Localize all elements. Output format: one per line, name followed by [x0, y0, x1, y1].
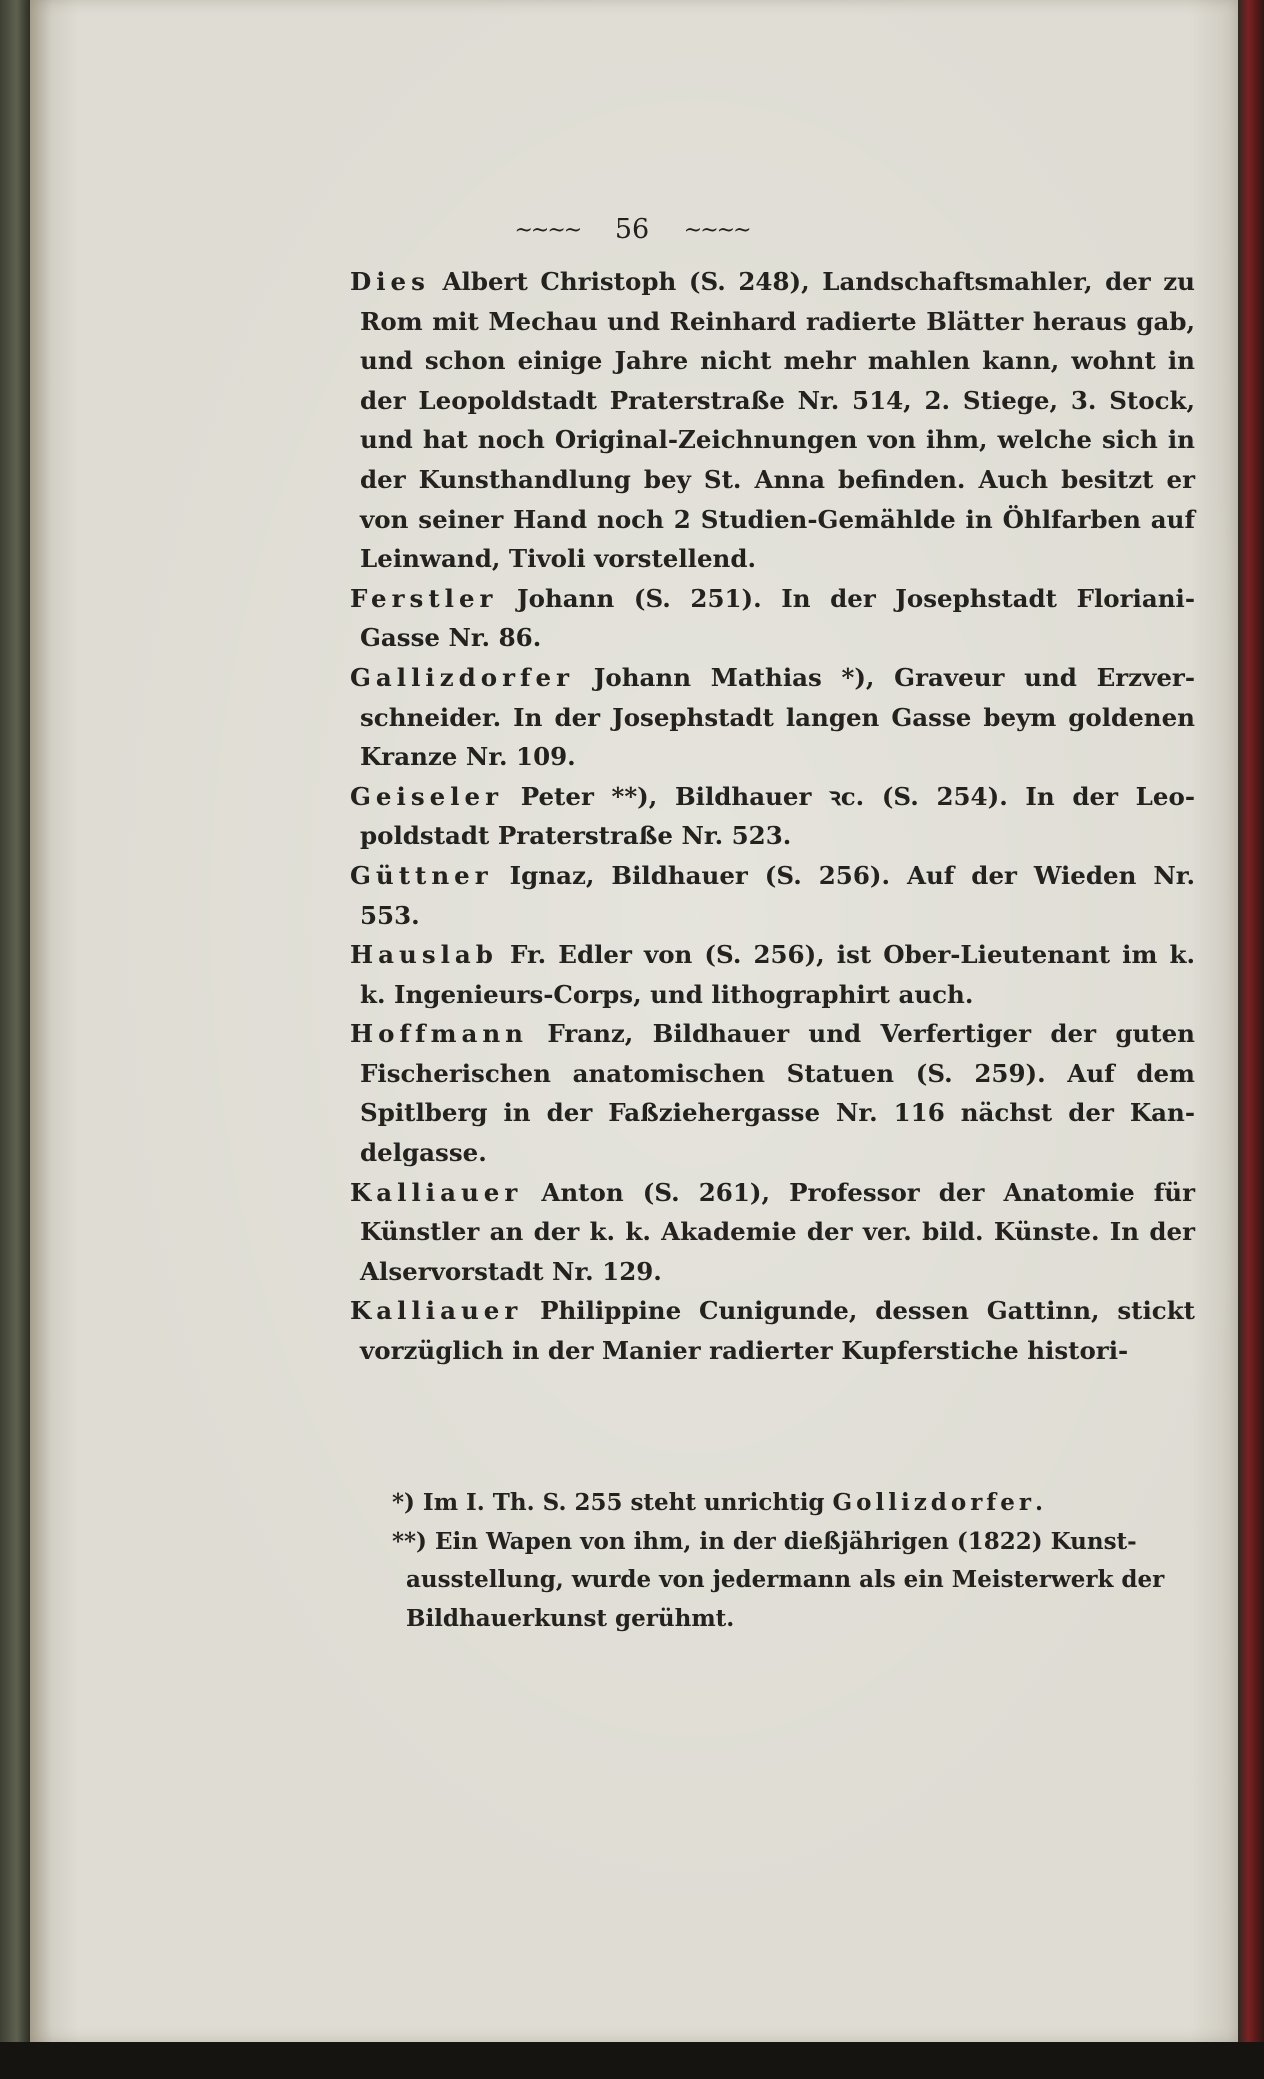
entry-text: Johann Mathias *), Graveur und Erzverschneider. In der Josephstadt langen Gasse beym goldenen Kranze Nr. 109.: [360, 662, 1195, 772]
entry-name: Gallizdorfer: [350, 662, 575, 692]
entry-kalliauer-philippine: [350, 1291, 1195, 1370]
entry-text: Franz, Bildhauer und Verfertiger der guten Fischerischen anatomischen Statuen (S. 259). Auf dem Spitlberg in der Faßziehergasse Nr. 116 nächst der Kandelgasse.: [360, 1019, 1195, 1168]
entry-hauslab: [350, 935, 1195, 1014]
entry-name: Geiseler: [350, 781, 504, 811]
scan-bottom-band: [0, 2042, 1264, 2079]
entry-name: Kalliauer: [350, 1296, 523, 1326]
book-cover-edge-left: [0, 0, 30, 2079]
page-header: [0, 214, 1264, 245]
entry-text: Johann (S. 251). In der Josephstadt Floriani-Gasse Nr. 86.: [360, 583, 1195, 653]
entry-ferstler: [350, 579, 1195, 658]
footnote-spaced-name: Gollizdorfer: [832, 1489, 1035, 1516]
entry-name: Hauslab: [350, 940, 498, 970]
footnote-marker: *): [392, 1489, 415, 1516]
entry-text: Philippine Cunigunde, dessen Gattinn, stickt vorzüglich in der Manier radierter Kupferstiche histori-: [360, 1296, 1195, 1366]
page-number: 56: [614, 214, 650, 245]
footnote-2: [392, 1523, 1192, 1639]
entry-dies: [350, 262, 1195, 579]
footnote-1: [392, 1484, 1192, 1523]
book-cover-edge-right: [1238, 0, 1264, 2079]
entry-geiseler: [350, 777, 1195, 856]
entry-name: Dies: [350, 267, 430, 296]
footnote-after: .: [1034, 1489, 1043, 1516]
entry-kalliauer-anton: [350, 1173, 1195, 1292]
entry-name: Güttner: [350, 860, 493, 890]
footnotes: [392, 1484, 1192, 1638]
entry-text: Albert Christoph (S. 248), Landschaftsmahler, der zu Rom mit Mechau und Reinhard radierte Blätter heraus gab, und schon einige Jahre nicht mehr mahlen kann, wohnt in der Leopoldstadt Praterstraße Nr. 514, 2. Stiege, 3. Stock, und hat noch Original-Zeichnungen von ihm, welche sich in der Kunsthandlung bey St. Anna befinden. Auch besitzt er von seiner Hand noch 2 Studien-Gemählde in Öhlfarben auf Leinwand, Tivoli vorstellend.: [360, 267, 1195, 574]
ornament-right: ~~~~: [683, 218, 750, 243]
entry-text: Peter **), Bildhauer ꝛc. (S. 254). In der Leopoldstadt Praterstraße Nr. 523.: [360, 781, 1195, 851]
entry-text: Ignaz, Bildhauer (S. 256). Auf der Wieden Nr. 553.: [360, 860, 1195, 930]
footnote-text: Im I. Th. S. 255 steht unrichtig: [414, 1489, 833, 1516]
entry-text: Fr. Edler von (S. 256), ist Ober-Lieutenant im k. k. Ingenieurs-Corps, und lithographirt auch.: [360, 940, 1195, 1009]
entry-name: Kalliauer: [350, 1177, 523, 1207]
entry-name: Ferstler: [350, 583, 498, 613]
entry-guettner: [350, 856, 1195, 935]
footnote-marker: **): [392, 1527, 427, 1555]
footnote-text: Ein Wapen von ihm, in der dießjährigen (1822) Kunstausstellung, wurde von jedermann als ein Meisterwerk der Bildhauerkunst gerühmt.: [406, 1527, 1165, 1632]
entry-gallizdorfer: [350, 658, 1195, 777]
spine-shadow: [30, 0, 52, 2042]
entries-text: [350, 262, 1195, 1371]
ornament-left: ~~~~: [514, 218, 581, 243]
entry-hoffmann: [350, 1014, 1195, 1172]
entry-text: Anton (S. 261), Professor der Anatomie für Künstler an der k. k. Akademie der ver. bild. Künste. In der Alservorstadt Nr. 129.: [360, 1177, 1195, 1286]
entry-name: Hoffmann: [350, 1019, 528, 1049]
